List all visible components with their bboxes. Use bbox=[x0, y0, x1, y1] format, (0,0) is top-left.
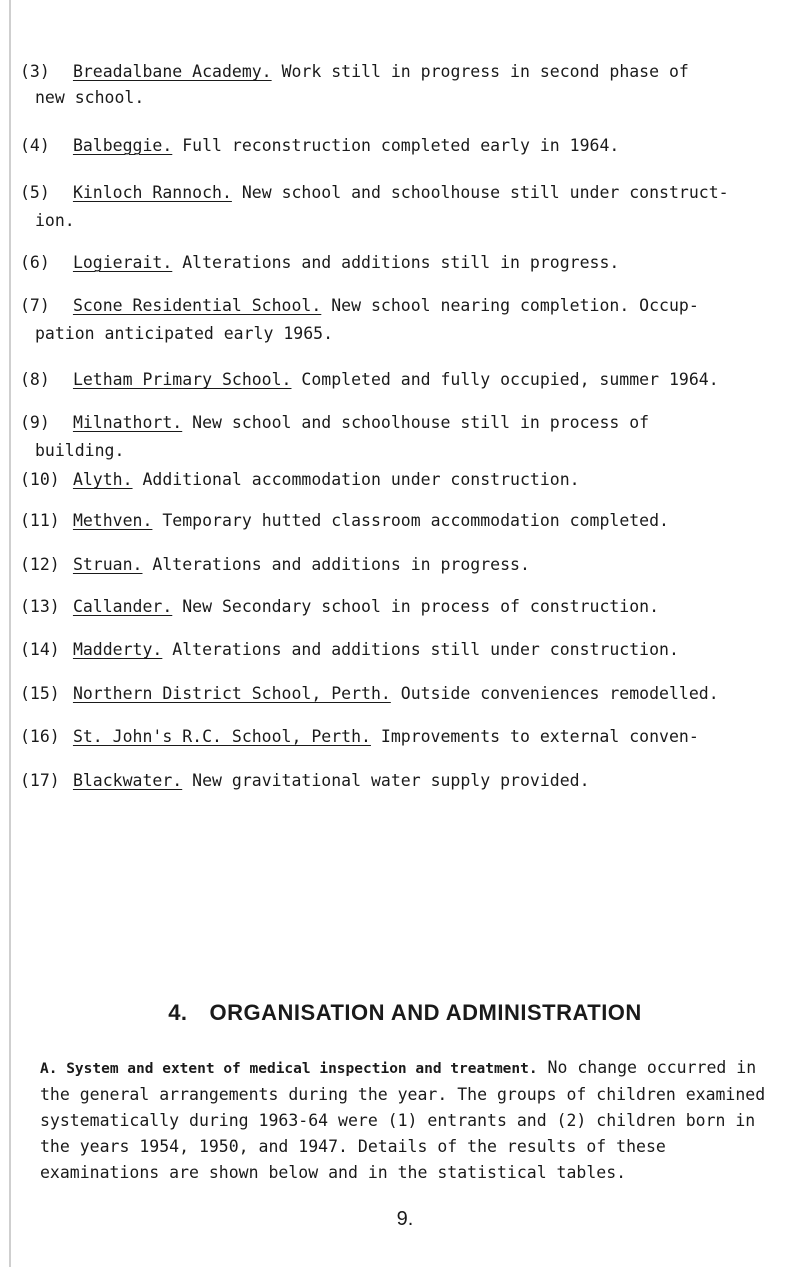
item-heading: Blackwater. bbox=[72, 771, 183, 790]
item-heading: Madderty. bbox=[72, 640, 163, 659]
list-item: (16) St. John's R.C. School, Perth. Improvements to external conven- bbox=[20, 727, 699, 746]
list-item bbox=[20, 886, 63, 905]
list-item: (10) Alyth. Additional accommodation under construction. bbox=[20, 470, 580, 489]
section-heading: ORGANISATION AND ADMINISTRATION bbox=[209, 1000, 642, 1025]
list-item: (13) Callander. New Secondary school in process of construction. bbox=[20, 597, 660, 616]
list-item: (15) Northern District School, Perth. Outside conveniences remodelled. bbox=[20, 684, 719, 703]
item-heading: Methven. bbox=[72, 511, 153, 530]
item-text: Work still in progress in second phase of bbox=[281, 62, 689, 81]
paragraph-body: No change occurred in the general arrangements during the year. The groups of children examined systematically during 1963-64 were (1) entrants and (2) children born in the years 1954, 1950, and 1947. Details of the results of these examinations are shown below and in the statistical tables. bbox=[40, 1058, 766, 1182]
document-page bbox=[20, 0, 790, 1267]
item-heading: Callander. bbox=[72, 597, 173, 616]
item-text: Additional accommodation under construction. bbox=[142, 470, 580, 489]
item-continuation: building. bbox=[35, 441, 125, 460]
list-item: (11) Methven. Temporary hutted classroom accommodation completed. bbox=[20, 511, 669, 530]
item-text: New Secondary school in process of construction. bbox=[182, 597, 660, 616]
item-heading: Kinloch Rannoch. bbox=[72, 183, 232, 202]
list-item: (12) Struan. Alterations and additions in progress. bbox=[20, 555, 530, 574]
item-text: New school and schoolhouse still under construct- bbox=[241, 183, 729, 202]
item-text: Alterations and additions still under construction. bbox=[172, 640, 679, 659]
list-item: (6) Logierait. Alterations and additions still in progress. bbox=[20, 253, 620, 272]
item-heading: St. John's R.C. School, Perth. bbox=[72, 727, 371, 746]
item-heading: Breadalbane Academy. bbox=[72, 62, 272, 81]
binding-margin-line bbox=[9, 0, 11, 1267]
item-text: Full reconstruction completed early in 1964. bbox=[182, 136, 620, 155]
paragraph-lead: A. System and extent of medical inspection and treatment. bbox=[40, 1061, 538, 1077]
item-text: Improvements to external conven- bbox=[380, 727, 699, 746]
item-heading: Milnathort. bbox=[72, 413, 183, 432]
list-item: (5) Kinloch Rannoch. New school and schoolhouse still under construct- bbox=[20, 183, 729, 202]
list-item: (4) Balbeggie. Full reconstruction completed early in 1964. bbox=[20, 136, 620, 155]
list-item: (9) Milnathort. New school and schoolhouse still in process of bbox=[20, 413, 650, 432]
item-continuation: pation anticipated early 1965. bbox=[35, 324, 334, 343]
item-text: Completed and fully occupied, summer 1964. bbox=[301, 370, 719, 389]
item-text: New gravitational water supply provided. bbox=[192, 771, 590, 790]
item-heading: Alyth. bbox=[72, 470, 133, 489]
item-text: New school and schoolhouse still in process of bbox=[192, 413, 650, 432]
item-text: New school nearing completion. Occup- bbox=[331, 296, 699, 315]
item-continuation: ion. bbox=[35, 211, 75, 230]
list-item: (17) Blackwater. New gravitational water supply provided. bbox=[20, 771, 590, 790]
item-heading: Logierait. bbox=[72, 253, 173, 272]
item-text: Alterations and additions still in progress. bbox=[182, 253, 620, 272]
list-item: (8) Letham Primary School. Completed and fully occupied, summer 1964. bbox=[20, 370, 719, 389]
item-continuation: new school. bbox=[35, 88, 145, 107]
section-title bbox=[20, 1000, 790, 1026]
item-heading: Letham Primary School. bbox=[72, 370, 292, 389]
item-text: Outside conveniences remodelled. bbox=[400, 684, 719, 703]
section-paragraph bbox=[40, 1055, 780, 1186]
list-item: (7) Scone Residential School. New school nearing completion. Occup- bbox=[20, 296, 699, 315]
page-number: 9. bbox=[396, 1208, 414, 1230]
section-number: 4. bbox=[168, 1000, 188, 1025]
item-heading: Balbeggie. bbox=[72, 136, 173, 155]
list-item: (3) Breadalbane Academy. Work still in progress in second phase of bbox=[20, 62, 689, 81]
item-text: Alterations and additions in progress. bbox=[152, 555, 530, 574]
item-heading: Struan. bbox=[72, 555, 143, 574]
item-heading: Northern District School, Perth. bbox=[72, 684, 391, 703]
list-item bbox=[20, 813, 63, 832]
item-heading: Scone Residential School. bbox=[72, 296, 322, 315]
item-text: Temporary hutted classroom accommodation completed. bbox=[162, 511, 669, 530]
list-item: (14) Madderty. Alterations and additions still under construction. bbox=[20, 640, 679, 659]
